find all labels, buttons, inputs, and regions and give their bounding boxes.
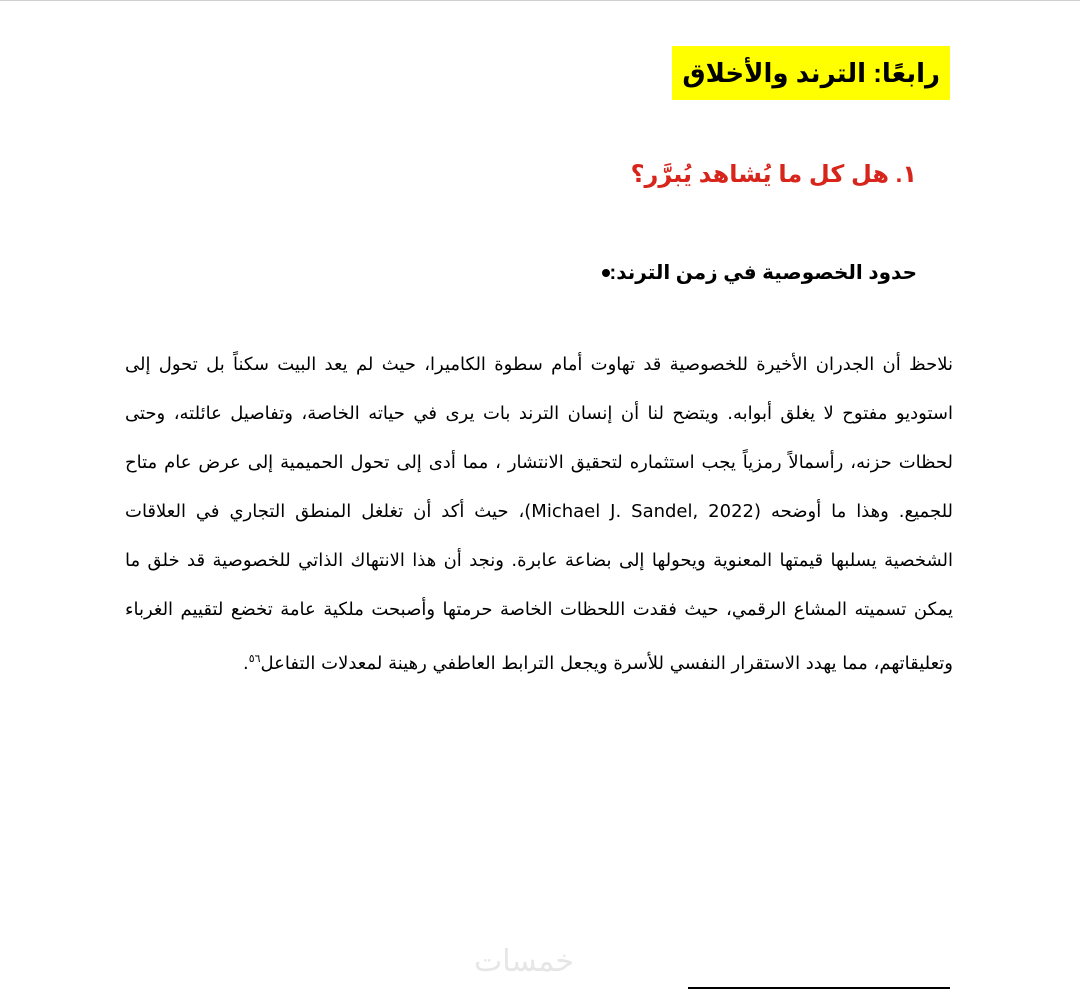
citation: (Michael J. Sandel, 2022) bbox=[524, 501, 762, 522]
bullet-icon bbox=[602, 269, 610, 277]
body-paragraph bbox=[125, 340, 953, 688]
paragraph-end: . bbox=[242, 653, 249, 674]
bullet-text: حدود الخصوصية في زمن الترند: bbox=[609, 262, 917, 284]
subsection-heading: ١. هل كل ما يُشاهد يُبرَّر؟ bbox=[630, 161, 917, 188]
paragraph-text-before-citation: نلاحظ أن الجدران الأخيرة للخصوصية قد تهاوت أمام سطوة الكاميرا، حيث لم يعد البيت سكناً بل تحول إلى استوديو مفتوح لا يغلق أبوابه. ويتضح لنا أن إنسان الترند بات يرى في حياته الخاصة، وتفاصيل عائلته، وحتى لحظات حزنه، رأسمالاً رمزياً يجب استثماره لتحقيق الانتشار ، مما أدى إلى تحول الحميمية إلى عرض عام متاح للجميع. وهذا ما أوضحه bbox=[125, 354, 954, 522]
bullet-item bbox=[580, 260, 917, 285]
page-top-border bbox=[0, 0, 1080, 1]
paragraph-text-after-citation: ، حيث أكد أن تغلغل المنطق التجاري في العلاقات الشخصية يسلبها قيمتها المعنوية ويحولها إلى بضاعة عابرة. ونجد أن هذا الانتهاك الذاتي للخصوصية قد خلق ما يمكن تسميته المشاع الرقمي، حيث فقدت اللحظات الخاصة حرمتها وأصبحت ملكية عامة تخضع لتقييم الغرباء وتعليقاتهم، مما يهدد الاستقرار النفسي للأسرة ويجعل الترابط العاطفي رهينة لمعدلات التفاعل bbox=[125, 501, 953, 674]
watermark-logo: خمسات bbox=[474, 944, 575, 979]
footnote-separator bbox=[688, 987, 950, 989]
footnote-reference[interactable]: ٥٦ bbox=[248, 652, 261, 665]
section-heading: رابعًا: الترند والأخلاق bbox=[672, 46, 950, 100]
